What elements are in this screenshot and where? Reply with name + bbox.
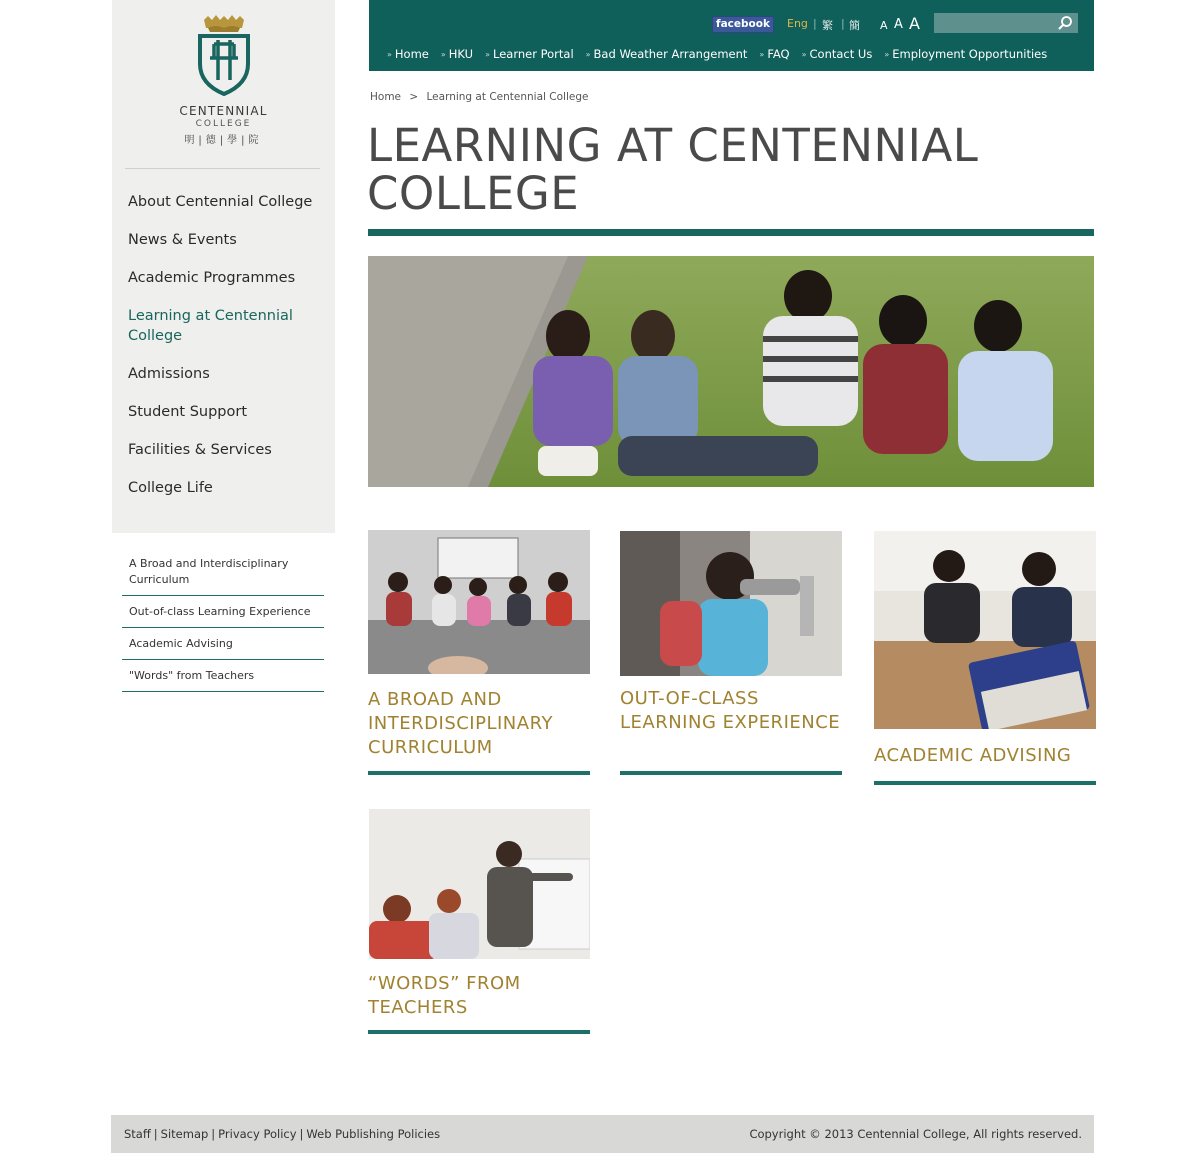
logo-chinese-name: 明|德|學|院 xyxy=(184,135,263,146)
main-nav xyxy=(128,192,328,516)
sidebar-item-college-life[interactable]: College Life xyxy=(128,480,213,496)
font-size-large[interactable]: A xyxy=(909,14,920,33)
footer-link-staff[interactable]: Staff xyxy=(124,1127,151,1141)
top-link-faq[interactable] xyxy=(759,47,789,61)
card-image-teacher-lecture xyxy=(369,809,590,959)
top-link-employment[interactable] xyxy=(884,47,1047,61)
sidebar-item-news-events[interactable]: News & Events xyxy=(128,232,237,248)
footer-link-sitemap[interactable]: Sitemap xyxy=(160,1127,209,1141)
college-logo[interactable] xyxy=(112,14,335,146)
sidebar-item-admissions[interactable]: Admissions xyxy=(128,366,210,382)
top-link-label: FAQ xyxy=(767,47,790,61)
arrow-right-icon: » xyxy=(759,49,765,59)
card-underline xyxy=(874,781,1096,785)
breadcrumb-separator: > xyxy=(409,91,419,103)
card-out-of-class[interactable] xyxy=(620,531,842,776)
lang-traditional-chinese[interactable]: 繁 xyxy=(822,19,833,32)
lang-english[interactable]: Eng xyxy=(787,17,808,30)
sidebar-item-academic-programmes[interactable]: Academic Programmes xyxy=(128,270,296,286)
top-link-contact-us[interactable] xyxy=(802,47,873,61)
card-broad-curriculum[interactable] xyxy=(368,530,590,776)
footer-link-web-publishing[interactable]: Web Publishing Policies xyxy=(306,1127,441,1141)
font-size-medium[interactable]: A xyxy=(894,17,903,32)
lang-divider: | xyxy=(813,17,817,30)
arrow-right-icon: » xyxy=(440,49,446,59)
sidebar-item-student-support[interactable]: Student Support xyxy=(128,404,248,420)
sidebar xyxy=(112,0,335,533)
card-title: A BROAD AND INTERDISCIPLINARY CURRICULUM xyxy=(368,689,553,758)
footer xyxy=(111,1115,1094,1153)
breadcrumb-current: Learning at Centennial College xyxy=(426,91,589,103)
logo-subtitle: COLLEGE xyxy=(195,119,252,129)
card-title: “WORDS” FROM TEACHERS xyxy=(368,973,521,1018)
footer-separator: | xyxy=(153,1127,158,1141)
top-link-learner-portal[interactable] xyxy=(485,47,574,61)
sidebar-divider xyxy=(125,168,320,169)
subnav-item-words-from-teachers[interactable]: "Words" from Teachers xyxy=(122,668,324,692)
top-header-bar xyxy=(369,0,1094,71)
top-link-label: HKU xyxy=(448,47,474,61)
footer-separator: | xyxy=(299,1127,304,1141)
logo-name: CENTENNIAL xyxy=(179,104,268,118)
card-underline xyxy=(368,771,590,775)
card-title: OUT-OF-CLASS LEARNING EXPERIENCE xyxy=(620,688,841,733)
subnav-item-out-of-class[interactable]: Out-of-class Learning Experience xyxy=(122,604,324,628)
arrow-right-icon: » xyxy=(884,49,890,59)
arrow-right-icon: » xyxy=(585,49,591,59)
top-link-label: Bad Weather Arrangement xyxy=(593,47,748,61)
sidebar-item-about[interactable]: About Centennial College xyxy=(128,194,313,210)
title-underline xyxy=(368,229,1094,236)
card-academic-advising[interactable] xyxy=(874,531,1096,786)
lang-divider: | xyxy=(841,17,845,30)
card-image-telescope xyxy=(620,531,842,676)
card-words-from-teachers[interactable] xyxy=(368,809,590,1037)
footer-link-privacy[interactable]: Privacy Policy xyxy=(218,1127,297,1141)
top-link-label: Learner Portal xyxy=(493,47,574,61)
copyright-text: Copyright © 2013 Centennial College, All rights reserved. xyxy=(749,1127,1082,1141)
subnav-item-curriculum[interactable]: A Broad and Interdisciplinary Curriculum xyxy=(122,556,324,596)
card-image-advising xyxy=(874,531,1096,729)
card-title: ACADEMIC ADVISING xyxy=(874,745,1072,766)
top-link-label: Employment Opportunities xyxy=(892,47,1048,61)
breadcrumb-home[interactable]: Home xyxy=(370,91,402,103)
sidebar-item-learning[interactable]: Learning at Centennial College xyxy=(128,308,293,344)
search-icon[interactable] xyxy=(1057,15,1073,31)
college-crest-icon xyxy=(194,14,254,100)
card-underline xyxy=(620,771,842,775)
top-link-label: Home xyxy=(394,47,429,61)
top-link-label: Contact Us xyxy=(809,47,873,61)
facebook-button[interactable]: facebook xyxy=(712,16,774,33)
font-size-small[interactable]: A xyxy=(880,19,888,32)
card-image-classroom xyxy=(368,530,590,674)
footer-links xyxy=(124,1127,440,1141)
footer-separator: | xyxy=(211,1127,216,1141)
top-link-hku[interactable] xyxy=(441,47,473,61)
top-link-home[interactable] xyxy=(387,47,429,61)
hero-image-students-on-grass xyxy=(368,256,1094,487)
subnav-item-advising[interactable]: Academic Advising xyxy=(122,636,324,660)
arrow-right-icon: » xyxy=(485,49,490,59)
top-links xyxy=(387,47,1059,61)
sub-nav xyxy=(122,556,324,700)
top-link-bad-weather[interactable] xyxy=(586,47,748,61)
arrow-right-icon: » xyxy=(387,49,392,59)
arrow-right-icon: » xyxy=(801,49,807,59)
breadcrumb xyxy=(370,91,593,103)
card-underline xyxy=(368,1030,590,1034)
page-title: LEARNING AT CENTENNIAL COLLEGE xyxy=(367,119,979,220)
lang-simplified-chinese[interactable]: 簡 xyxy=(849,19,860,32)
sidebar-item-facilities[interactable]: Facilities & Services xyxy=(128,442,272,458)
